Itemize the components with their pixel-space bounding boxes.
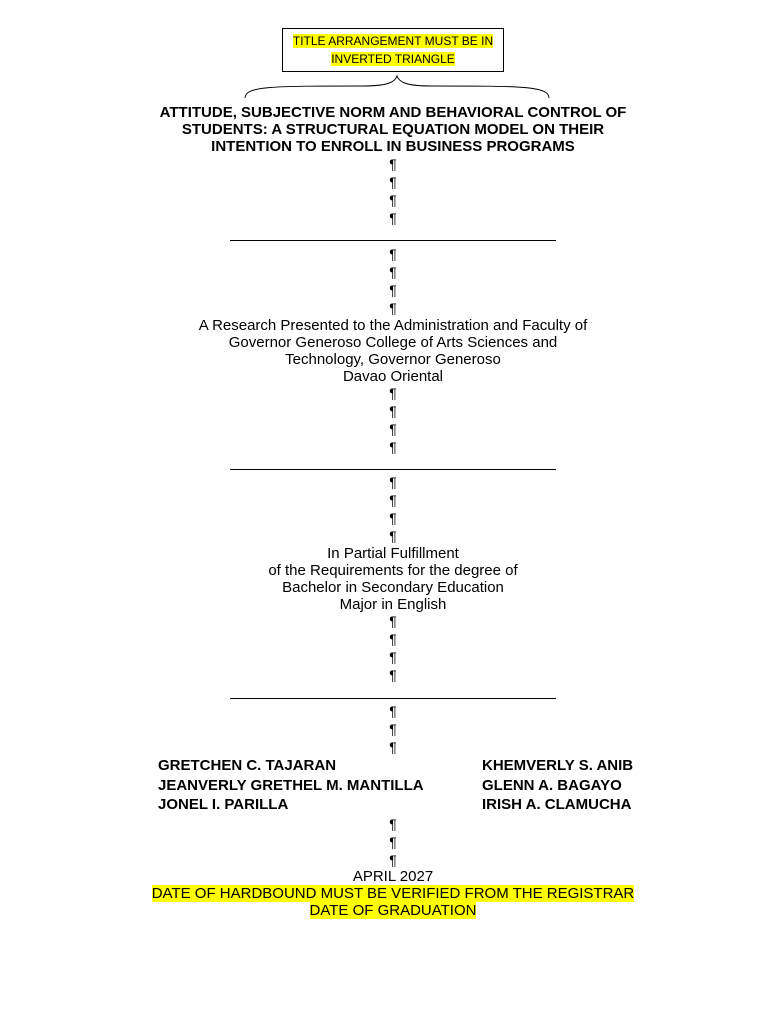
pilcrow: ¶ <box>389 421 397 437</box>
pilcrow: ¶ <box>389 528 397 544</box>
pilcrow: ¶ <box>389 816 397 832</box>
pilcrow: ¶ <box>389 834 397 850</box>
curly-brace-icon <box>243 74 551 100</box>
pilcrow-group <box>140 384 646 456</box>
submission-date: APRIL 2027 <box>352 868 434 885</box>
pilcrow: ¶ <box>389 703 397 719</box>
fulfillment-line: Bachelor in Secondary Education <box>282 579 504 596</box>
pilcrow: ¶ <box>389 721 397 737</box>
fulfillment-line: of the Requirements for the degree of <box>268 562 518 579</box>
pilcrow-group <box>140 612 646 684</box>
pilcrow: ¶ <box>389 510 397 526</box>
title-arrangement-note <box>282 28 504 72</box>
pilcrow: ¶ <box>389 739 397 755</box>
thesis-title <box>140 104 646 155</box>
divider-line <box>230 469 556 470</box>
pilcrow: ¶ <box>389 156 397 172</box>
title-line: INTENTION TO ENROLL IN BUSINESS PROGRAMS <box>211 138 575 155</box>
pilcrow: ¶ <box>389 492 397 508</box>
pilcrow-group <box>140 702 646 756</box>
authors-right-column <box>482 756 633 815</box>
pilcrow: ¶ <box>389 210 397 226</box>
author-name: JEANVERLY GRETHEL M. MANTILLA <box>158 776 424 794</box>
author-name: GRETCHEN C. TAJARAN <box>158 757 337 774</box>
presentation-line: Governor Generoso College of Arts Sciences and <box>228 334 558 351</box>
pilcrow: ¶ <box>389 385 397 401</box>
author-name: GLENN A. BAGAYO <box>482 776 622 794</box>
presentation-statement <box>140 317 646 385</box>
author-name: IRISH A. CLAMUCHA <box>482 796 632 813</box>
pilcrow-group <box>140 473 646 545</box>
fulfillment-line: In Partial Fulfillment <box>327 545 459 562</box>
pilcrow: ¶ <box>389 667 397 683</box>
pilcrow: ¶ <box>389 403 397 419</box>
pilcrow: ¶ <box>389 246 397 262</box>
title-line: ATTITUDE, SUBJECTIVE NORM AND BEHAVIORAL CONTROL OF <box>159 104 627 121</box>
hardbound-note-line-1: DATE OF HARDBOUND MUST BE VERIFIED FROM THE REGISTRAR <box>151 885 635 902</box>
note-line-1: TITLE ARRANGEMENT MUST BE IN <box>292 34 494 48</box>
divider-line <box>230 240 556 241</box>
pilcrow: ¶ <box>389 852 397 868</box>
pilcrow: ¶ <box>389 613 397 629</box>
presentation-line: Technology, Governor Generoso <box>285 351 501 368</box>
pilcrow-group <box>140 155 646 227</box>
note-line-2: INVERTED TRIANGLE <box>331 52 455 66</box>
pilcrow: ¶ <box>389 174 397 190</box>
fulfillment-statement <box>140 545 646 613</box>
authors-left-column <box>158 756 424 815</box>
author-name: JONEL I. PARILLA <box>158 796 289 813</box>
presentation-line: A Research Presented to the Administration and Faculty of <box>198 317 588 334</box>
pilcrow: ¶ <box>389 439 397 455</box>
author-name: KHEMVERLY S. ANIB <box>482 757 634 774</box>
pilcrow: ¶ <box>389 631 397 647</box>
pilcrow: ¶ <box>389 649 397 665</box>
pilcrow: ¶ <box>389 264 397 280</box>
hardbound-note-line-2: DATE OF GRADUATION <box>309 902 477 919</box>
date-section <box>120 868 666 919</box>
pilcrow: ¶ <box>389 300 397 316</box>
fulfillment-line: Major in English <box>339 596 447 613</box>
pilcrow: ¶ <box>389 192 397 208</box>
presentation-line: Davao Oriental <box>342 368 444 385</box>
divider-line <box>230 698 556 699</box>
pilcrow-group <box>140 245 646 317</box>
title-line: STUDENTS: A STRUCTURAL EQUATION MODEL ON THEIR <box>181 121 605 138</box>
pilcrow-group <box>140 815 646 869</box>
pilcrow: ¶ <box>389 474 397 490</box>
pilcrow: ¶ <box>389 282 397 298</box>
